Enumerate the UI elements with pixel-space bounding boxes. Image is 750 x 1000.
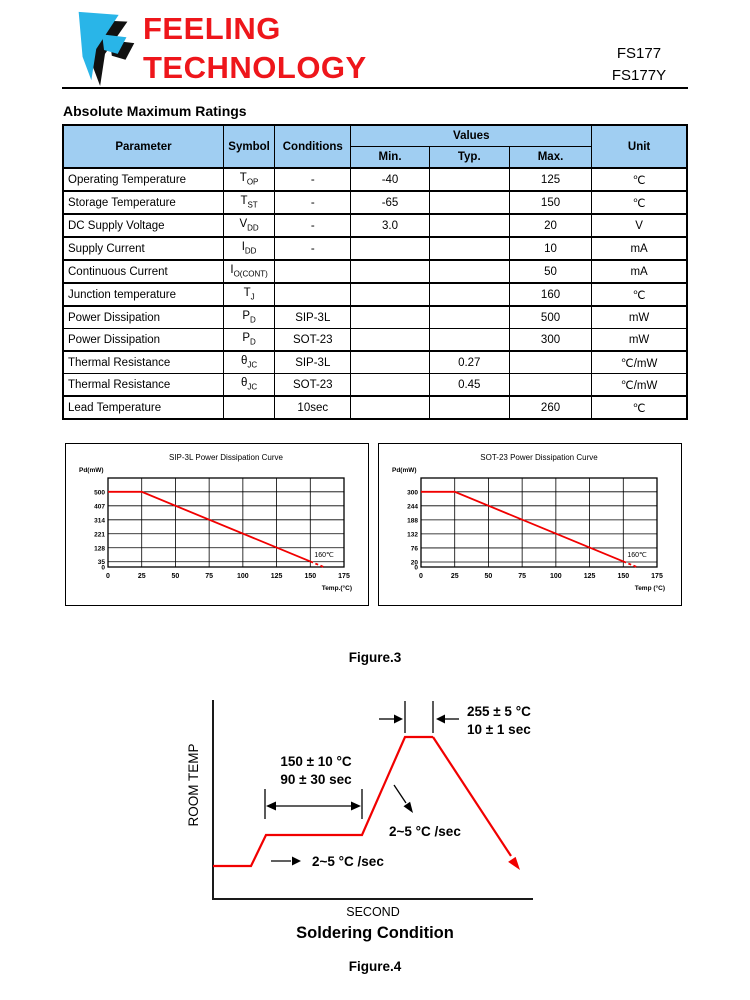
cell-conditions: [275, 260, 351, 283]
x-tick-label: 175: [338, 573, 350, 580]
table-row: [63, 191, 687, 214]
cell-symbol: $I_{O(CONT)}$: [224, 260, 275, 283]
plot-border: [108, 478, 344, 567]
cell-symbol: $I_{DD}$: [224, 237, 275, 260]
chart-svg: [66, 444, 366, 603]
cell-max: 260: [509, 396, 591, 419]
second-label: SECOND: [346, 905, 400, 919]
cell-max: 160: [509, 283, 591, 306]
cell-min: [351, 260, 429, 283]
y-tick-label: 128: [94, 545, 105, 553]
cell-conditions: -: [275, 168, 351, 191]
ramp1-label: 2~5 °C /sec: [312, 854, 384, 869]
brand-line2: TECHNOLOGY: [143, 50, 367, 85]
cell-max: 20: [509, 214, 591, 237]
brand-line1: FEELING: [143, 11, 281, 46]
cell-unit: mW: [592, 306, 687, 329]
ratings-table-title: Absolute Maximum Ratings: [63, 103, 247, 119]
table-row: [63, 374, 687, 397]
y-tick-label: 500: [94, 489, 105, 497]
cell-min: [351, 283, 429, 306]
y-tick-label: 314: [94, 517, 105, 525]
cell-symbol: $T_J$: [224, 283, 275, 306]
ramp2-arrow-head-icon: [404, 802, 414, 813]
derating-annotation: 160℃: [314, 552, 334, 560]
x-tick-label: 125: [583, 573, 596, 580]
col-unit: Unit: [592, 125, 687, 168]
cell-conditions: -: [275, 237, 351, 260]
table-row: [63, 260, 687, 283]
x-tick-label: 25: [137, 573, 146, 580]
cell-conditions: 10sec: [275, 396, 351, 419]
cell-parameter: Operating Temperature: [63, 168, 224, 191]
cell-max: 500: [509, 306, 591, 329]
soldering-diagram: [0, 688, 750, 922]
peak-arrow-left-head-icon: [394, 715, 403, 724]
y-tick-label: 20: [410, 559, 418, 567]
cell-unit: mW: [592, 329, 687, 352]
brand-name: [143, 9, 367, 87]
chart-ylabel: Pd(mW): [79, 467, 104, 474]
cell-min: -65: [351, 191, 429, 214]
x-tick-label: 50: [484, 573, 493, 580]
y-tick-label: 0: [414, 564, 418, 572]
cell-symbol: $\theta_{JC}$: [224, 351, 275, 374]
col-max: Max.: [509, 147, 591, 169]
cell-max: [509, 374, 591, 397]
chart-svg: [379, 444, 679, 603]
cell-parameter: Thermal Resistance: [63, 351, 224, 374]
cell-max: 50: [509, 260, 591, 283]
figure3-label: Figure.3: [348, 650, 402, 665]
cell-conditions: SIP-3L: [275, 306, 351, 329]
room-temp-label: ROOM TEMP: [186, 743, 201, 827]
cell-conditions: SIP-3L: [275, 351, 351, 374]
y-tick-label: 188: [407, 517, 418, 525]
chart-title: SOT-23 Power Dissipation Curve: [480, 453, 598, 462]
feeling-technology-logo-icon: [73, 8, 137, 88]
ratings-tbody: [63, 168, 687, 419]
table-row: [63, 214, 687, 237]
x-tick-label: 125: [270, 573, 283, 580]
cell-parameter: Continuous Current: [63, 260, 224, 283]
y-tick-label: 407: [94, 503, 105, 511]
cell-max: 10: [509, 237, 591, 260]
chart-xlabel: Temp.(°C): [321, 585, 352, 592]
cell-typ: [429, 191, 509, 214]
cell-typ: [429, 260, 509, 283]
y-tick-label: 132: [407, 531, 418, 539]
y-tick-label: 76: [410, 545, 418, 553]
cell-max: 150: [509, 191, 591, 214]
peak-temp-label: 255 ± 5 °C: [467, 704, 531, 719]
x-tick-label: 175: [651, 573, 663, 580]
soldering-condition-title: Soldering Condition: [296, 924, 454, 942]
duration-arrow-right-head-icon: [351, 802, 361, 811]
peak-time-label: 10 ± 1 sec: [467, 722, 531, 737]
cell-min: [351, 329, 429, 352]
table-row: [63, 329, 687, 352]
power-dissipation-chart-sip3l: [65, 443, 369, 606]
x-tick-label: 75: [518, 573, 527, 580]
cell-unit: mA: [592, 237, 687, 260]
cell-min: 3.0: [351, 214, 429, 237]
figure4-label: Figure.4: [348, 959, 402, 974]
table-row: [63, 396, 687, 419]
col-typ: Typ.: [429, 147, 509, 169]
x-tick-label: 50: [171, 573, 180, 580]
y-tick-label: 0: [101, 564, 105, 572]
cell-symbol: $T_{ST}$: [224, 191, 275, 214]
cell-parameter: Lead Temperature: [63, 396, 224, 419]
x-tick-label: 25: [450, 573, 459, 580]
table-header: [63, 125, 687, 168]
cell-symbol: $T_{OP}$: [224, 168, 275, 191]
preheat-time-label: 90 ± 30 sec: [280, 772, 352, 787]
col-values: Values: [351, 125, 592, 147]
col-min: Min.: [351, 147, 429, 169]
col-conditions: Conditions: [275, 125, 351, 168]
cell-min: [351, 237, 429, 260]
duration-arrow-left-head-icon: [266, 802, 276, 811]
y-tick-label: 244: [407, 503, 418, 511]
cell-typ: [429, 329, 509, 352]
absolute-maximum-ratings-table: [62, 124, 688, 420]
cell-unit: V: [592, 214, 687, 237]
cell-symbol: $\theta_{JC}$: [224, 374, 275, 397]
cell-typ: 0.27: [429, 351, 509, 374]
x-tick-label: 75: [205, 573, 214, 580]
cell-conditions: [275, 283, 351, 306]
table-row: [63, 168, 687, 191]
preheat-temp-label: 150 ± 10 °C: [280, 754, 352, 769]
cell-min: -40: [351, 168, 429, 191]
chart-xlabel: Temp (°C): [634, 585, 665, 592]
y-tick-label: 300: [407, 489, 418, 497]
cell-unit: ℃/mW: [592, 374, 687, 397]
cell-conditions: -: [275, 214, 351, 237]
x-tick-label: 100: [550, 573, 562, 580]
cell-conditions: SOT-23: [275, 329, 351, 352]
cell-parameter: Supply Current: [63, 237, 224, 260]
col-parameter: Parameter: [63, 125, 224, 168]
cell-symbol: $P_D$: [224, 329, 275, 352]
cell-parameter: Power Dissipation: [63, 329, 224, 352]
cell-parameter: Storage Temperature: [63, 191, 224, 214]
part-number-2: FS177Y: [611, 67, 667, 84]
x-tick-label: 150: [617, 573, 630, 580]
ramp2-arrow: [394, 785, 406, 803]
cell-parameter: Power Dissipation: [63, 306, 224, 329]
cell-conditions: -: [275, 191, 351, 214]
cell-conditions: SOT-23: [275, 374, 351, 397]
cell-symbol: $V_{DD}$: [224, 214, 275, 237]
cell-typ: [429, 237, 509, 260]
part-number-1: FS177: [616, 45, 662, 62]
cell-parameter: Junction temperature: [63, 283, 224, 306]
part-numbers: [556, 43, 722, 87]
cell-unit: ℃: [592, 396, 687, 419]
table-row: [63, 237, 687, 260]
cell-symbol: [224, 396, 275, 419]
cell-typ: [429, 396, 509, 419]
col-symbol: Symbol: [224, 125, 275, 168]
header-rule: [62, 87, 688, 89]
derating-annotation: 160℃: [627, 552, 647, 560]
cell-typ: 0.45: [429, 374, 509, 397]
cell-max: [509, 351, 591, 374]
cell-typ: [429, 214, 509, 237]
cell-min: [351, 396, 429, 419]
cell-max: 125: [509, 168, 591, 191]
chart-ylabel: Pd(mW): [392, 467, 417, 474]
peak-arrow-right-head-icon: [436, 715, 445, 724]
cell-parameter: Thermal Resistance: [63, 374, 224, 397]
cooling-arrowhead-icon: [508, 857, 520, 870]
cell-min: [351, 306, 429, 329]
cell-typ: [429, 168, 509, 191]
cell-typ: [429, 306, 509, 329]
x-tick-label: 100: [237, 573, 249, 580]
ramp1-arrow-head-icon: [292, 857, 301, 866]
x-tick-label: 150: [304, 573, 317, 580]
cell-parameter: DC Supply Voltage: [63, 214, 224, 237]
power-curve-dashed: [310, 561, 323, 567]
y-tick-label: 221: [94, 531, 105, 539]
table-row: [63, 351, 687, 374]
y-tick-label: 35: [97, 559, 105, 567]
cell-min: [351, 351, 429, 374]
cell-unit: ℃: [592, 168, 687, 191]
table-row: [63, 283, 687, 306]
cell-unit: ℃: [592, 191, 687, 214]
cell-typ: [429, 283, 509, 306]
chart-title: SIP-3L Power Dissipation Curve: [169, 453, 283, 462]
table-row: [63, 306, 687, 329]
cell-unit: ℃: [592, 283, 687, 306]
power-dissipation-chart-sot23: [378, 443, 682, 606]
ramp2-label: 2~5 °C /sec: [389, 824, 461, 839]
cell-unit: mA: [592, 260, 687, 283]
cell-min: [351, 374, 429, 397]
x-tick-label: 0: [106, 573, 110, 580]
plot-border: [421, 478, 657, 567]
cell-max: 300: [509, 329, 591, 352]
cell-unit: ℃/mW: [592, 351, 687, 374]
cell-symbol: $P_D$: [224, 306, 275, 329]
x-tick-label: 0: [419, 573, 423, 580]
